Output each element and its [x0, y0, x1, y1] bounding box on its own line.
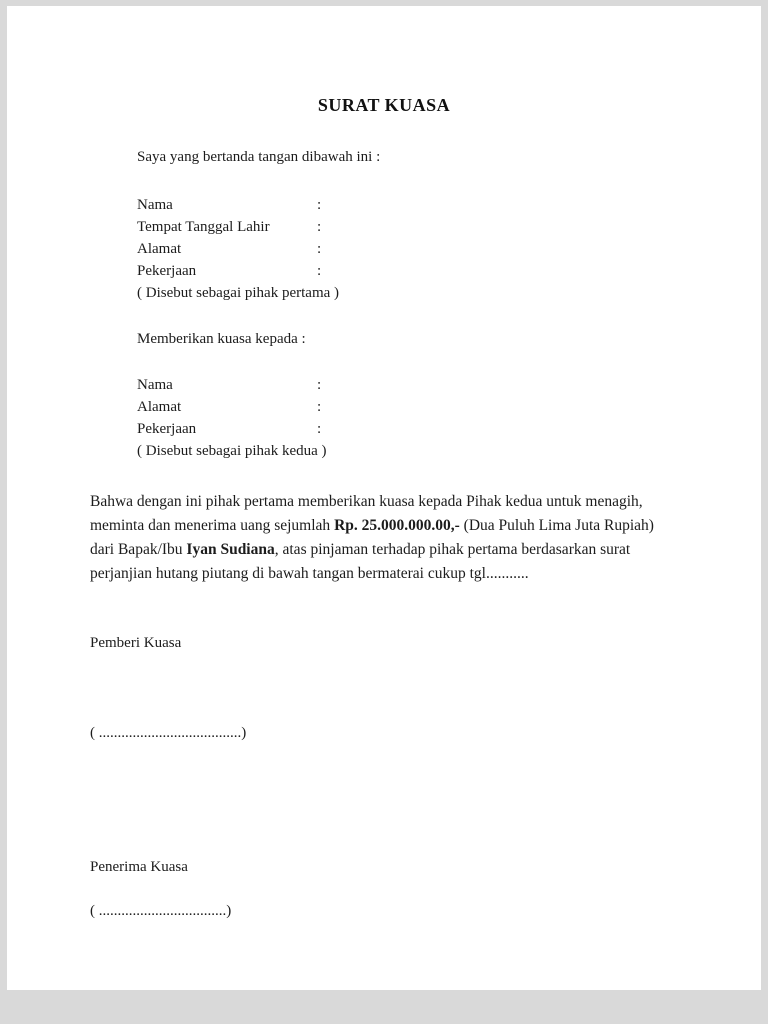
second-party-fields: [137, 374, 761, 462]
field-colon: :: [317, 263, 322, 279]
field-row: [137, 396, 761, 418]
grantee-signature-label: Penerima Kuasa: [90, 859, 188, 875]
paragraph-segment-name: Iyan Sudiana: [186, 541, 275, 558]
field-row: [137, 260, 761, 282]
field-label: Nama: [137, 377, 173, 393]
intro-line: Saya yang bertanda tangan dibawah ini :: [137, 149, 381, 165]
grant-line: Memberikan kuasa kepada :: [137, 331, 306, 347]
field-row: [137, 418, 761, 440]
document-page: [7, 6, 761, 990]
field-row: [137, 194, 761, 216]
field-colon: :: [317, 399, 322, 415]
field-row: [137, 238, 761, 260]
field-colon: :: [317, 197, 322, 213]
field-label: Nama: [137, 197, 173, 213]
field-label: Pekerjaan: [137, 421, 197, 437]
grantor-signature-label: Pemberi Kuasa: [90, 635, 182, 651]
field-label: Alamat: [137, 241, 182, 257]
grantee-signature-line: ( ..................................): [90, 903, 232, 919]
field-colon: :: [317, 377, 322, 393]
field-row: [137, 216, 761, 238]
field-row: [137, 374, 761, 396]
first-party-note: ( Disebut sebagai pihak pertama ): [137, 285, 340, 301]
paragraph-segment-amount: Rp. 25.000.000.00,-: [334, 517, 460, 534]
second-party-note: ( Disebut sebagai pihak kedua ): [137, 443, 327, 459]
grantor-signature-line: ( ......................................): [90, 725, 247, 741]
field-label: Tempat Tanggal Lahir: [137, 219, 270, 235]
field-label: Alamat: [137, 399, 182, 415]
document-title: SURAT KUASA: [317, 95, 451, 115]
field-colon: :: [317, 421, 322, 437]
first-party-fields: [137, 194, 761, 304]
field-colon: :: [317, 241, 322, 257]
body-paragraph: [90, 490, 661, 586]
field-colon: :: [317, 219, 322, 235]
paragraph-segment: Bahwa dengan ini pihak pertama memberikan kuasa kepada Pihak kedua untuk menagih, meminta dan menerima uang sejumlah: [90, 493, 643, 534]
paragraph-segment: (Dua Puluh Lima Juta Rupiah) dari Bapak/Ibu: [90, 517, 654, 558]
paragraph-segment: , atas pinjaman terhadap pihak pertama berdasarkan surat perjanjian hutang piutang di bawah tangan bermaterai cukup tgl...........: [90, 541, 631, 582]
field-label: Pekerjaan: [137, 263, 197, 279]
